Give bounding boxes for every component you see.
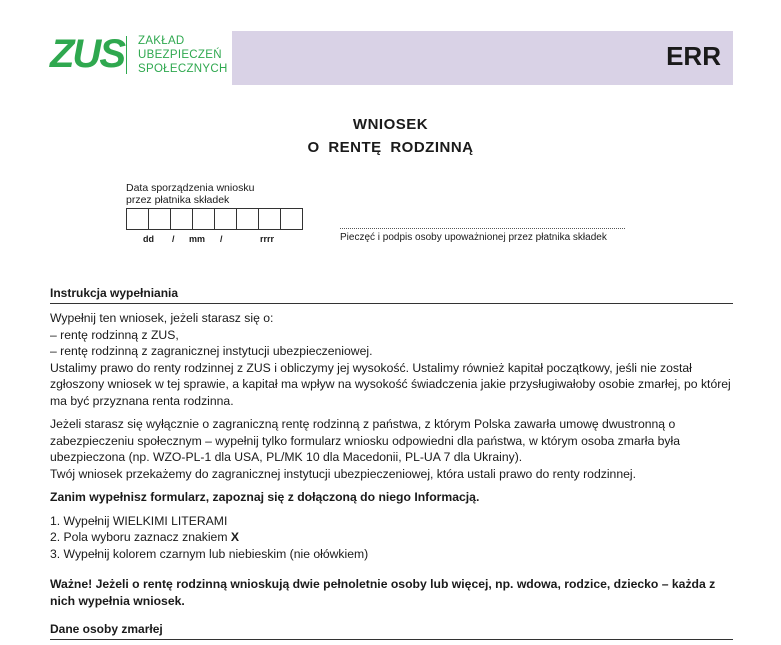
- instructions-paragraph-1: Ustalimy prawo do renty rodzinnej z ZUS i obliczymy jej wysokość. Ustalimy również kapitał początkowy, jeśli nie został zgłoszony wniosek w tej sprawie, a kapitał ma wpływ na wysokość świadczenia jakie przysługiwałoby osobie zmarłej, po której ma być przyznana renta rodzinna.: [50, 360, 731, 408]
- date-label-line-1: Data sporządzenia wniosku: [126, 182, 255, 194]
- zus-logo: ZUS: [50, 32, 124, 76]
- instructions-step-2-mark: X: [230, 530, 240, 544]
- instructions-important: Ważne! Jeżeli o rentę rodzinną wnioskują dwie pełnoletnie osoby lub więcej, np. wdowa, rodzice, dziecko – każda z nich wypełnia wniosek.: [50, 577, 716, 608]
- instructions-paragraph-3: Twój wniosek przekażemy do zagranicznej instytucji ubezpieczeniowej, która ustali prawo do renty rodzinnej.: [50, 466, 636, 481]
- instructions-step-3: 3. Wypełnij kolorem czarnym lub niebieskim (nie ołówkiem): [50, 546, 369, 561]
- form-title: WNIOSEK: [352, 116, 429, 133]
- instructions-step-2: [50, 529, 733, 546]
- date-digit-box[interactable]: [258, 208, 281, 230]
- form-subtitle: O RENTĘ RODZINNĄ: [307, 139, 474, 156]
- date-digit-box[interactable]: [170, 208, 193, 230]
- instructions-item-2: – rentę rodzinną z zagranicznej instytucji ubezpieczeniowej.: [50, 344, 373, 358]
- date-format-sep-2: /: [220, 234, 223, 244]
- date-format-sep-1: /: [172, 234, 175, 244]
- date-format-yyyy: rrrr: [260, 234, 275, 244]
- form-code: ERR: [666, 41, 721, 71]
- instructions-heading: Instrukcja wypełniania: [50, 286, 733, 304]
- instructions-item-1: – rentę rodzinną z ZUS,: [50, 327, 179, 342]
- instructions-intro: Wypełnij ten wniosek, jeżeli starasz się o:: [50, 311, 274, 325]
- date-input-boxes[interactable]: [126, 208, 302, 230]
- date-digit-box[interactable]: [126, 208, 149, 230]
- signature-label: Pieczęć i podpis osoby upoważnionej przez płatnika składek: [340, 232, 607, 243]
- instructions-step-2-text: 2. Pola wyboru zaznacz znakiem: [50, 530, 231, 544]
- instructions-body: [50, 310, 733, 609]
- logo-line-2: UBEZPIECZEŃ: [138, 49, 222, 61]
- form-header: [0, 0, 781, 90]
- signature-line: [340, 228, 625, 229]
- date-digit-box[interactable]: [214, 208, 237, 230]
- instructions-bold-note: Zanim wypełnisz formularz, zapoznaj się z dołączoną do niego Informacją.: [50, 490, 480, 504]
- date-label: [126, 182, 254, 206]
- logo-text: [138, 34, 228, 76]
- form-code-band: [232, 31, 733, 85]
- date-digit-box[interactable]: [148, 208, 171, 230]
- date-label-line-2: przez płatnika składek: [126, 194, 230, 206]
- date-format-dd: dd: [143, 234, 154, 244]
- instructions-paragraph-2: Jeżeli starasz się wyłącznie o zagraniczną rentę rodzinną z państwa, z którym Polska zawarła umowę dwustronną o zabezpieczeniu społecznym – wypełnij tylko formularz wniosku odpowiedni dla państwa, w którym osoba zmarła była ubezpieczona (np. WZO-PL-1 dla USA, PL/MK 10 dla Macedonii, PL-UA 7 dla Ukrainy).: [50, 417, 680, 464]
- logo-line-3: SPOŁECZNYCH: [138, 63, 228, 75]
- date-format-mm: mm: [189, 234, 206, 244]
- section-deceased-heading: Dane osoby zmarłej: [50, 622, 733, 640]
- logo-line-1: ZAKŁAD: [138, 35, 185, 47]
- date-digit-box[interactable]: [192, 208, 215, 230]
- logo-divider: [126, 36, 127, 74]
- instructions-step-1: 1. Wypełnij WIELKIMI LITERAMI: [50, 513, 228, 528]
- date-digit-box[interactable]: [280, 208, 303, 230]
- date-digit-box[interactable]: [236, 208, 259, 230]
